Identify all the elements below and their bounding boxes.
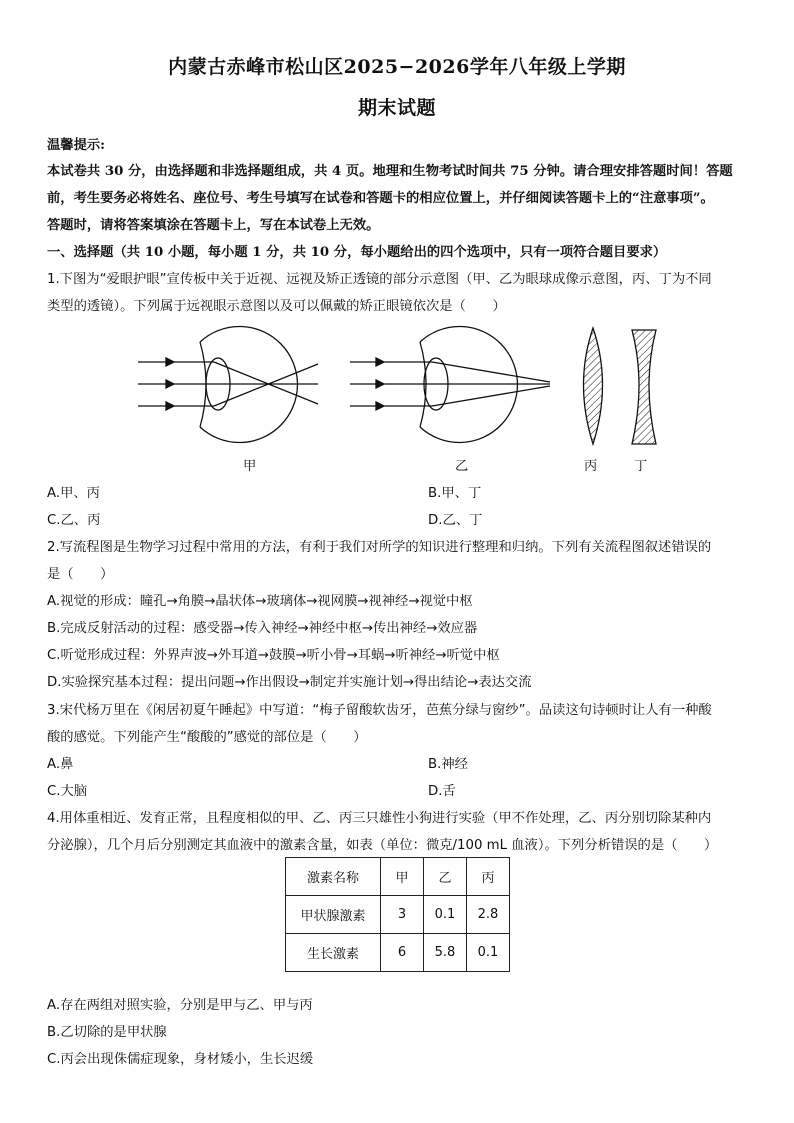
- answer-option: A.视觉的形成：瞳孔→角膜→晶状体→玻璃体→视网膜→视神经→视觉中枢: [47, 594, 473, 609]
- eye-diagram-yi: [350, 327, 550, 443]
- table-row: [286, 934, 510, 972]
- answer-option: B.乙切除的是甲状腺: [47, 1025, 167, 1040]
- answer-option: C.乙、丙: [47, 513, 101, 528]
- question-2-text: 2.写流程图是生物学习过程中常用的方法，有利于我们对所学的知识进行整理和归纳。下列有关流程图叙述错误的: [47, 540, 712, 555]
- answer-option: A.存在两组对照实验，分别是甲与乙、甲与丙: [47, 998, 313, 1013]
- table-cell: 6: [381, 934, 424, 972]
- figure-label: 丙: [584, 459, 598, 474]
- question-3-text: 酸的感觉。下列能产生“酸酸的”感觉的部位是（ ）: [47, 730, 367, 745]
- table-cell: 2.8: [467, 896, 510, 934]
- table-header-cell: 丙: [467, 858, 510, 896]
- question-1-text: 类型的透镜）。下列属于远视眼示意图以及可以佩戴的矫正眼镜依次是（ ）: [47, 299, 506, 314]
- table-row: [286, 896, 510, 934]
- answer-option: C.丙会出现侏儒症现象，身材矮小，生长迟缓: [47, 1052, 314, 1067]
- figure-label: 丁: [634, 459, 648, 474]
- answer-option: C.大脑: [47, 784, 88, 799]
- table-cell: 5.8: [424, 934, 467, 972]
- table-header-row: [286, 858, 510, 896]
- table-header-cell: 激素名称: [286, 858, 381, 896]
- figure-label: 甲: [243, 459, 257, 474]
- notice-line: 前，考生要务必将姓名、座位号、考生号填写在试卷和答题卡的相应位置上，并仔细阅读答题卡上的“注意事项”。: [47, 191, 714, 206]
- eye-lens-figure: [130, 322, 670, 472]
- table-cell: 0.1: [467, 934, 510, 972]
- answer-option: C.听觉形成过程：外界声波→外耳道→鼓膜→听小骨→耳蜗→听神经→听觉中枢: [47, 648, 500, 663]
- answer-option: D.舌: [428, 784, 456, 799]
- exam-title: 内蒙古赤峰市松山区2025−2026学年八年级上学期: [168, 56, 626, 78]
- table-cell: 0.1: [424, 896, 467, 934]
- question-3-text: 3.宋代杨万里在《闲居初夏午睡起》中写道：“梅子留酸软齿牙，芭蕉分绿与窗纱”。品读这句诗顿时让人有一种酸: [47, 703, 712, 718]
- notice-heading: 温馨提示:: [47, 138, 106, 153]
- exam-subtitle: 期末试题: [357, 97, 436, 119]
- question-4-text: 分泌腺），几个月后分别测定其血液中的激素含量，如表（单位：微克/100 mL 血液）。下列分析错误的是（ ）: [47, 838, 718, 853]
- notice-line: 本试卷共 30 分，由选择题和非选择题组成，共 4 页。地理和生物考试时间共 75 分钟。请合理安排答题时间！答题: [47, 164, 733, 179]
- notice-line: 答题时，请将答案填涂在答题卡上，写在本试卷上无效。: [47, 218, 380, 233]
- concave-lens-ding: [632, 330, 656, 444]
- answer-option: A.甲、丙: [47, 486, 100, 501]
- answer-option: A.鼻: [47, 757, 74, 772]
- question-4-text: 4.用体重相近、发育正常，且程度相似的甲、乙、丙三只雄性小狗进行实验（甲不作处理，乙、丙分别切除某种内: [47, 811, 712, 826]
- table-cell: 甲状腺激素: [286, 896, 381, 934]
- table-cell: 3: [381, 896, 424, 934]
- question-2-text: 是（ ）: [47, 567, 114, 582]
- table-cell: 生长激素: [286, 934, 381, 972]
- table-header-cell: 甲: [381, 858, 424, 896]
- section-heading: 一、选择题（共 10 小题，每小题 1 分，共 10 分，每小题给出的四个选项中，只有一项符合题目要求）: [47, 245, 667, 260]
- question-1-text: 1.下图为“爱眼护眼”宣传板中关于近视、远视及矫正透镜的部分示意图（甲、乙为眼球成像示意图，丙、丁为不同: [47, 272, 712, 287]
- answer-option: B.完成反射活动的过程：感受器→传入神经→神经中枢→传出神经→效应器: [47, 621, 478, 636]
- eye-diagram-jia: [138, 327, 318, 443]
- answer-option: D.乙、丁: [428, 513, 483, 528]
- convex-lens-bing: [584, 328, 603, 444]
- answer-option: B.神经: [428, 757, 468, 772]
- answer-option: B.甲、丁: [428, 486, 482, 501]
- table-header-cell: 乙: [424, 858, 467, 896]
- answer-option: D.实验探究基本过程：提出问题→作出假设→制定并实施计划→得出结论→表达交流: [47, 675, 532, 690]
- hormone-table: [285, 857, 510, 972]
- figure-label: 乙: [455, 459, 469, 474]
